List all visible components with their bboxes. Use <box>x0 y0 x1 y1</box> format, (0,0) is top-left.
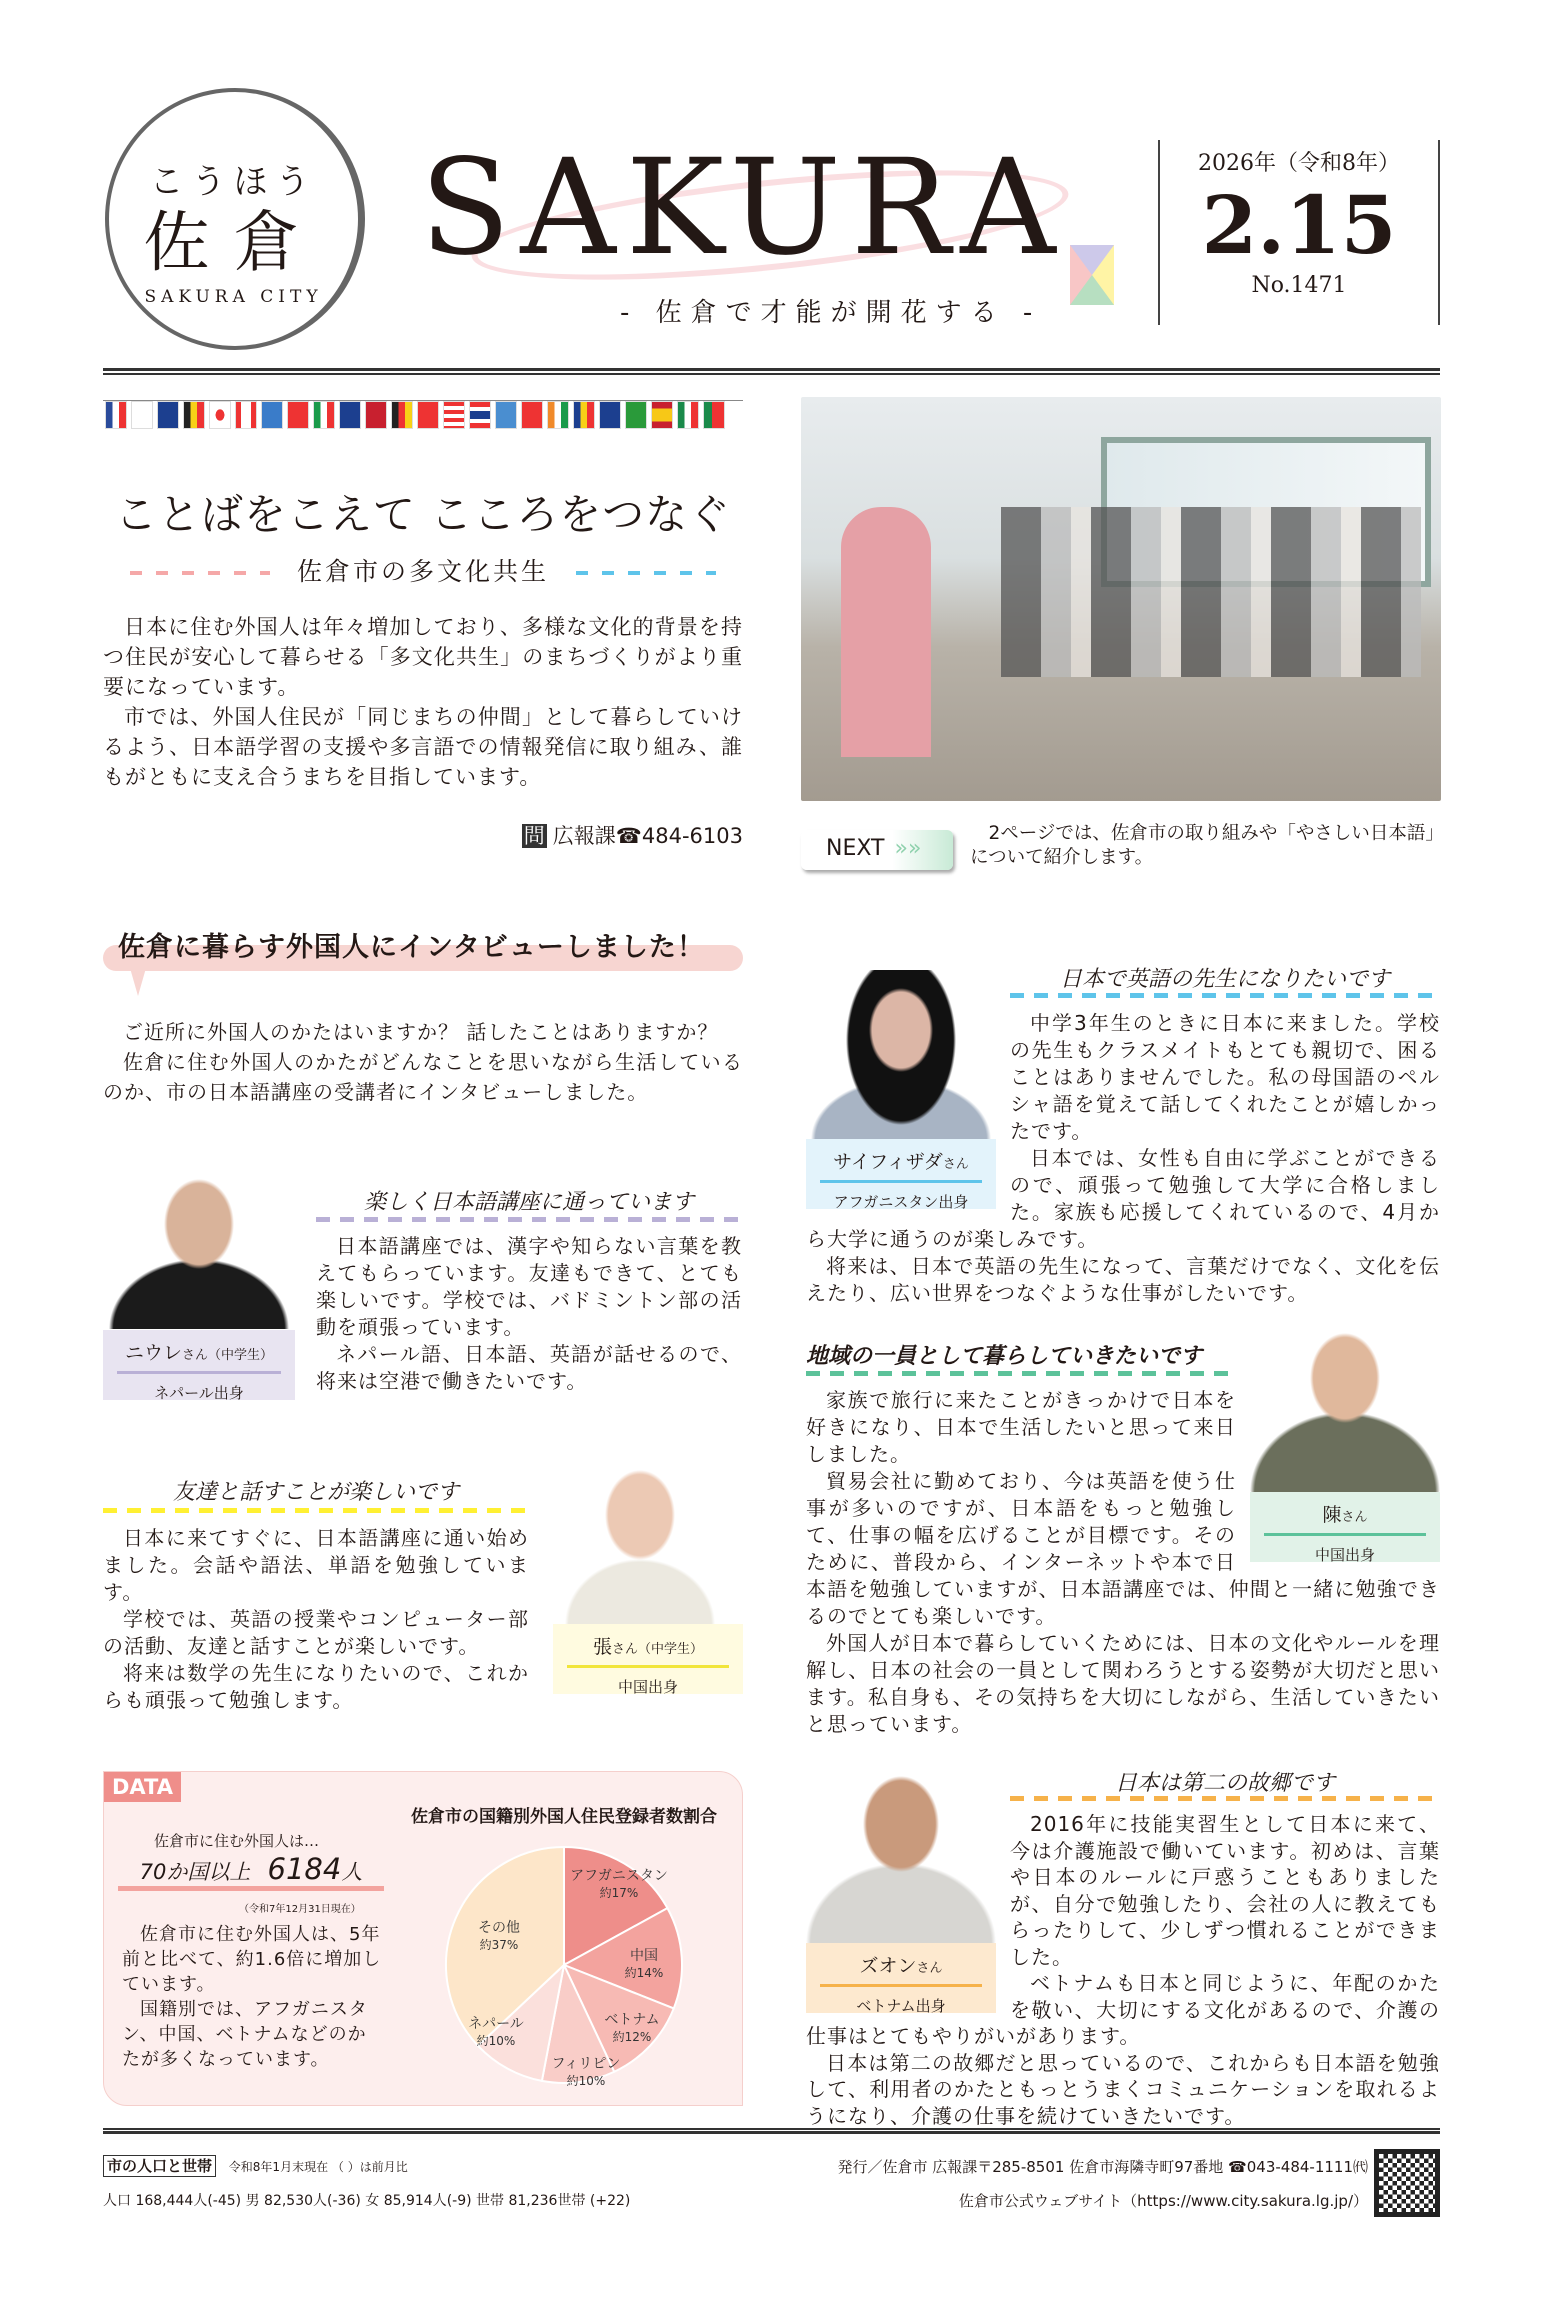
issue-box: 2026年（令和8年） 2.15 No.1471 <box>1158 140 1440 325</box>
section-heading: 日本で英語の先生になりたいです <box>1059 967 1390 992</box>
classroom-photo <box>801 397 1441 801</box>
name-label: 張さん（中学生） 中国出身 <box>553 1624 743 1694</box>
interview-intro: ご近所に外国人のかたはいますか？ 話したことはありますか？ 佐倉に住む外国人のかたがどんなことを思いながら生活しているのか、市の日本語講座の受講者にインタビューしました。 <box>103 1020 743 1104</box>
heading-dashes <box>316 1217 742 1222</box>
heading-dashes <box>1010 993 1440 998</box>
data-headline: 70か国以上 6184人 <box>118 1852 384 1891</box>
person-body: 2016年に技能実習生として日本に来て、今は介護施設で働いています。初めは、言葉や日本のルールに戸惑うこともありましたが、自分で勉強したり、会社の人に教えてもらったりして、少しずつ慣れることができました。 ベトナムも日本と同じように、年配のかたを敬い、大切にする文化があるので、介護の仕事はとてもやりがいがあります。 日本は第二の故郷だと思っているので、これからも日本語を勉強して、利用者のかたともっとうまくコミュニケーションを取れるようになり、介護の仕事を続けていきたいです。 <box>806 1812 1440 2128</box>
inquiry-icon: 問 <box>523 824 545 848</box>
slice-category-label: その他 <box>478 1920 520 1936</box>
lead-contact: 問 広報課☎484-6103 <box>523 824 743 848</box>
name-label: ズオンさん ベトナム出身 <box>806 1943 996 2013</box>
header-rule <box>103 368 1440 375</box>
heading-dashes <box>806 1371 1236 1376</box>
chart-title: 佐倉市の国籍別外国人住民登録者数割合 <box>411 1807 717 1827</box>
name-label: 陳さん 中国出身 <box>1250 1492 1440 1562</box>
flag-bunting <box>103 400 743 442</box>
interview-heading: 佐倉に暮らす外国人にインタビューしました！ <box>118 932 705 963</box>
data-box: DATA 佐倉市に住む外国人は… 70か国以上 6184人 （令和7年12月31日現在） 佐倉市に住む外国人は、5年前と比べて、約1.6倍に増加しています。 国籍別では、アフガニスタン、中国、ベトナムなどのかたが多くなっています。 佐倉市の国籍別外国人住民登録者数割合 アフガニスタン 約17% 中国 約14% ベトナム 約12% フィリピン 約10% ネパール 約10% その他 約37% <box>103 1771 743 2106</box>
lead-title: ことばをこえて こころをつなぐ <box>114 490 732 539</box>
slice-category-label: フィリピン <box>551 2056 621 2072</box>
slice-category-label: 中国 <box>630 1948 658 1964</box>
heading-dashes <box>1010 1796 1440 1801</box>
issue-date: 2.15 <box>1201 178 1397 272</box>
slice-category-label: ネパール <box>468 2016 524 2032</box>
heading-dashes <box>103 1508 529 1513</box>
lead-subtitle: 佐倉市の多文化共生 <box>103 552 743 588</box>
next-button[interactable]: NEXT »» <box>801 830 953 870</box>
slice-value-label: 約17% <box>599 1886 639 1900</box>
section-heading: 友達と話すことが楽しいです <box>172 1480 459 1505</box>
person-body: 日本に来てすぐに、日本語講座に通い始めました。会話や語法、単語を勉強しています。 学校では、英語の授業やコンピューター部の活動、友達と話すことが楽しいです。 将来は数学の先生になりたいので、これからも頑張って勉強します。 <box>103 1526 529 1712</box>
population-title: 市の人口と世帯 <box>103 2155 216 2177</box>
masthead-title: SAKURA <box>420 131 1066 285</box>
person-body: 家族で旅行に来たことがきっかけで日本を好きになり、日本で生活したいと思って来日しました。 貿易会社に勤めており、今は英語を使う仕事が多いのですが、日本語をもっと勉強して、仕事の幅を広げることが目標です。そのために、普段から、インターネットや本で日本語を勉強していますが、日本語講座では、仲間と一緒に勉強できるのでとても楽しいです。 外国人が日本で暮らしていくためには、日本の文化やルールを理解し、日本の社会の一員として関わろうとする姿勢が大切だと思います。私自身も、その気持ちを大切にしながら、生活していきたいと思っています。 <box>806 1388 1440 1736</box>
section-heading: 地域の一員として暮らしていきたいです <box>806 1344 1203 1369</box>
portrait-photo <box>103 1169 295 1329</box>
person-body: 日本語講座では、漢字や知らない言葉を教えてもらっています。友達もできて、とても楽しいです。学校では、バドミントン部の活動を頑張っています。 ネパール語、日本語、英語が話せるので、将来は空港で働きたいです。 <box>316 1234 742 1393</box>
slice-category-label: アフガニスタン <box>570 1868 668 1884</box>
slice-value-label: 約37% <box>479 1938 519 1952</box>
slice-value-label: 約10% <box>476 2034 516 2048</box>
name-label: サイフィザダさん アフガニスタン出身 <box>806 1139 996 1209</box>
data-badge: DATA <box>104 1772 181 1802</box>
population-line: 人口 168,444人(-45) 男 82,530人(-36) 女 85,914人(-9) 世帯 81,236世帯 (+22) <box>103 2193 631 2209</box>
slice-value-label: 約12% <box>612 2030 652 2044</box>
banner-tail <box>130 968 146 996</box>
qr-code[interactable] <box>1374 2149 1440 2217</box>
lead-body: 日本に住む外国人は年々増加しており、多様な文化的背景を持つ住民が安心して暮らせる「多文化共生」のまちづくりがより重要になっています。 市では、外国人住民が「同じまちの仲間」として暮らしていけるよう、日本語学習の支援や多言語での情報発信に取り組み、誰もがともに支え合うまちを目指しています。 <box>103 615 743 789</box>
section-heading: 楽しく日本語講座に通っています <box>363 1190 694 1215</box>
name-label: ニウレさん（中学生） ネパール出身 <box>103 1330 295 1400</box>
logo: こうほう 佐倉 SAKURA CITY <box>105 88 365 350</box>
pie-chart <box>404 1830 734 2102</box>
chevrons-icon: »» <box>894 836 922 861</box>
slice-category-label: ベトナム <box>604 2012 660 2028</box>
website-link[interactable]: 佐倉市公式ウェブサイト（https://www.city.sakura.lg.jp/） <box>958 2192 1368 2210</box>
pinwheel-icon <box>1070 245 1114 305</box>
section-heading: 日本は第二の故郷です <box>1114 1771 1335 1796</box>
next-text: 2ページでは、佐倉市の取り組みや「やさしい日本語」について紹介します。 <box>970 823 1435 868</box>
issue-number: No.1471 <box>1251 273 1347 298</box>
rainbow-dashes <box>130 571 270 575</box>
publisher: 発行／佐倉市 広報課〒285-8501 佐倉市海隣寺町97番地 ☎043-484-1111㈹ <box>837 2158 1368 2176</box>
slice-value-label: 約14% <box>624 1966 664 1980</box>
tagline: - 佐倉で才能が開花する - <box>620 298 1042 328</box>
rainbow-dashes <box>576 571 716 575</box>
footer-rule <box>103 2128 1440 2134</box>
slice-value-label: 約10% <box>566 2074 606 2088</box>
portrait-photo <box>560 1460 720 1624</box>
person-body: 中学3年生のときに日本に来ました。学校の先生もクラスメイトもとても親切で、困ることはありませんでした。私の母国語のペルシャ語を覚えて話してくれたことが嬉しかったです。 日本では、女性も自由に学ぶことができるので、頑張って勉強して大学に合格しました。家族も応援してくれているので、4月から大学に通うのが楽しみです。 将来は、日本で英語の先生になって、言葉だけでなく、文化を伝えたり、広い世界をつなぐような仕事がしたいです。 <box>806 1011 1440 1305</box>
